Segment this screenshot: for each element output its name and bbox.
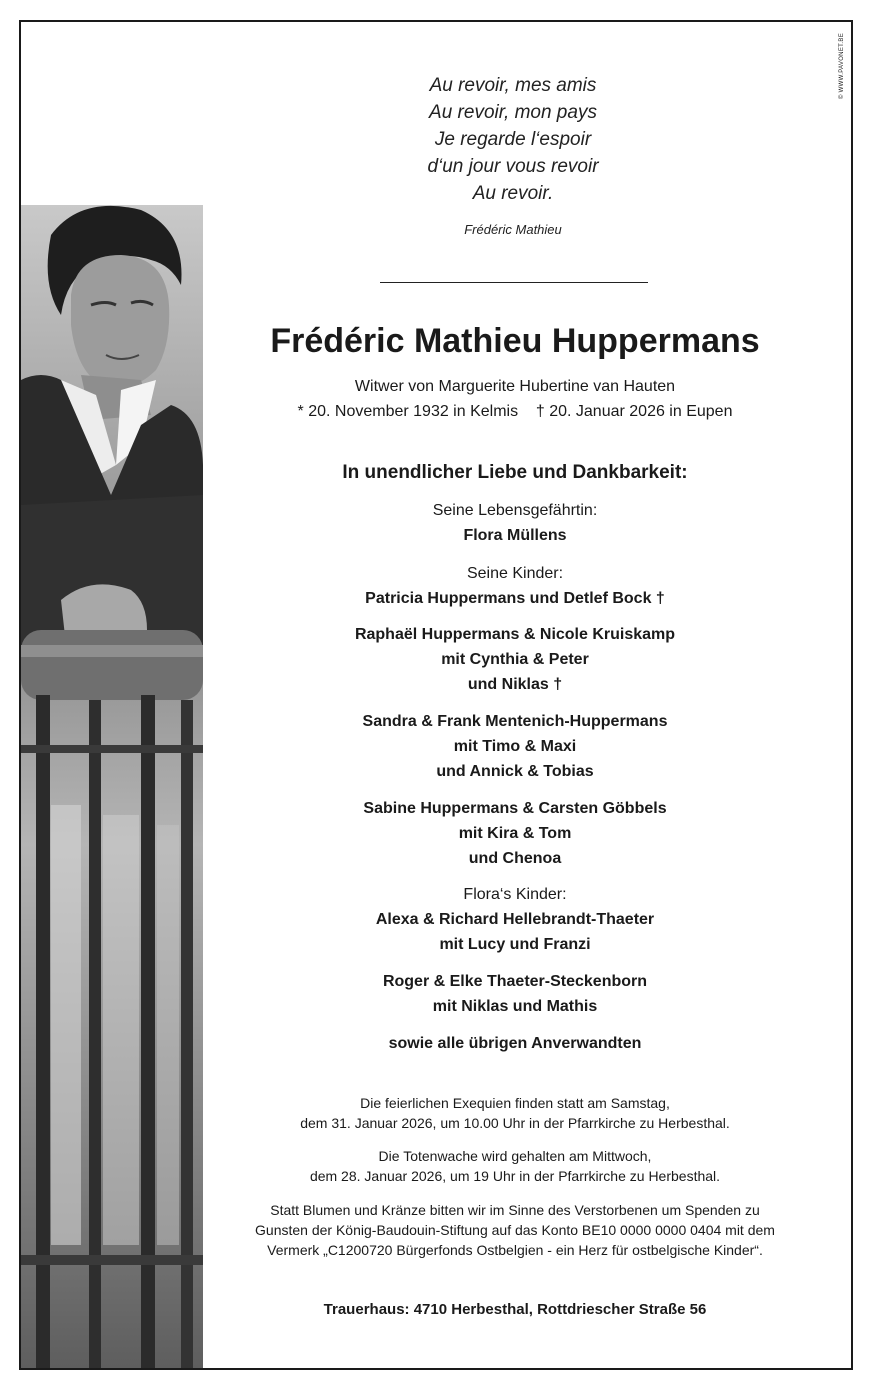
- divider: [380, 282, 648, 283]
- partner-name: Flora Müllens: [463, 527, 567, 544]
- trauerhaus-address: Trauerhaus: 4710 Herbesthal, Rottdriescher Straße 56: [323, 1301, 707, 1318]
- notice-line: dem 28. Januar 2026, um 19 Uhr in der Pfarrkirche zu Herbesthal.: [309, 1168, 721, 1184]
- family-line: mit Kira & Tom: [458, 825, 572, 842]
- family-line: Raphaël Huppermans & Nicole Kruiskamp: [354, 626, 676, 643]
- poem-line: d‘un jour vous revoir: [427, 156, 599, 177]
- deceased-name: Frédéric Mathieu Huppermans: [270, 322, 760, 360]
- watermark: [836, 24, 848, 108]
- family-line: und Chenoa: [468, 850, 562, 867]
- family-line: mit Timo & Maxi: [453, 738, 577, 755]
- watermark-text: © WWW.PAVONET.BE: [839, 32, 845, 100]
- notice-line: Die Totenwache wird gehalten am Mittwoch,: [378, 1148, 652, 1164]
- family-line: und Niklas †: [467, 676, 563, 693]
- poem-line: Au revoir, mes amis: [429, 75, 597, 96]
- family-line: Roger & Elke Thaeter-Steckenborn: [382, 973, 648, 990]
- family-line: Sabine Huppermans & Carsten Göbbels: [363, 800, 667, 817]
- poem-author: Frédéric Mathieu: [464, 222, 562, 237]
- children-label: Seine Kinder:: [466, 565, 564, 582]
- family-line: mit Niklas und Mathis: [432, 998, 598, 1015]
- family-line: mit Lucy und Franzi: [439, 936, 591, 953]
- notice-line: Die feierlichen Exequien finden statt am Samstag,: [360, 1095, 670, 1111]
- notice-line: Gunsten der König-Baudouin-Stiftung auf das Konto BE10 0000 0000 0404 mit dem: [255, 1222, 775, 1238]
- widower-line: Witwer von Marguerite Hubertine van Hauten: [354, 378, 676, 395]
- poem-line: Au revoir, mon pays: [429, 102, 597, 123]
- poem-line: Je regarde l‘espoir: [434, 129, 592, 150]
- family-line: Sandra & Frank Mentenich-Huppermans: [362, 713, 668, 730]
- partner-label: Seine Lebensgefährtin:: [432, 502, 598, 519]
- poem-line: Au revoir.: [472, 183, 554, 204]
- family-line: Alexa & Richard Hellebrandt-Thaeter: [375, 911, 655, 928]
- notice-line: Vermerk „C1200720 Bürgerfonds Ostbelgien - ein Herz für ostbelgische Kinder“.: [267, 1242, 763, 1258]
- family-line: und Annick & Tobias: [436, 763, 594, 780]
- family-line: mit Cynthia & Peter: [441, 651, 589, 668]
- notice-line: Statt Blumen und Kränze bitten wir im Sinne des Verstorbenen um Spenden zu: [270, 1202, 760, 1218]
- family-line: Patricia Huppermans und Detlef Bock †: [365, 590, 665, 607]
- life-dates: * 20. November 1932 in Kelmis † 20. Januar 2026 in Eupen: [297, 403, 733, 420]
- poem: [205, 72, 821, 207]
- other-relatives: sowie alle übrigen Anverwandten: [388, 1035, 642, 1052]
- notice-line: dem 31. Januar 2026, um 10.00 Uhr in der Pfarrkirche zu Herbesthal.: [300, 1115, 730, 1131]
- section-heading: In unendlicher Liebe und Dankbarkeit:: [342, 462, 688, 483]
- portrait-photo: [21, 205, 203, 1368]
- flora-children-label: Flora‘s Kinder:: [463, 886, 567, 903]
